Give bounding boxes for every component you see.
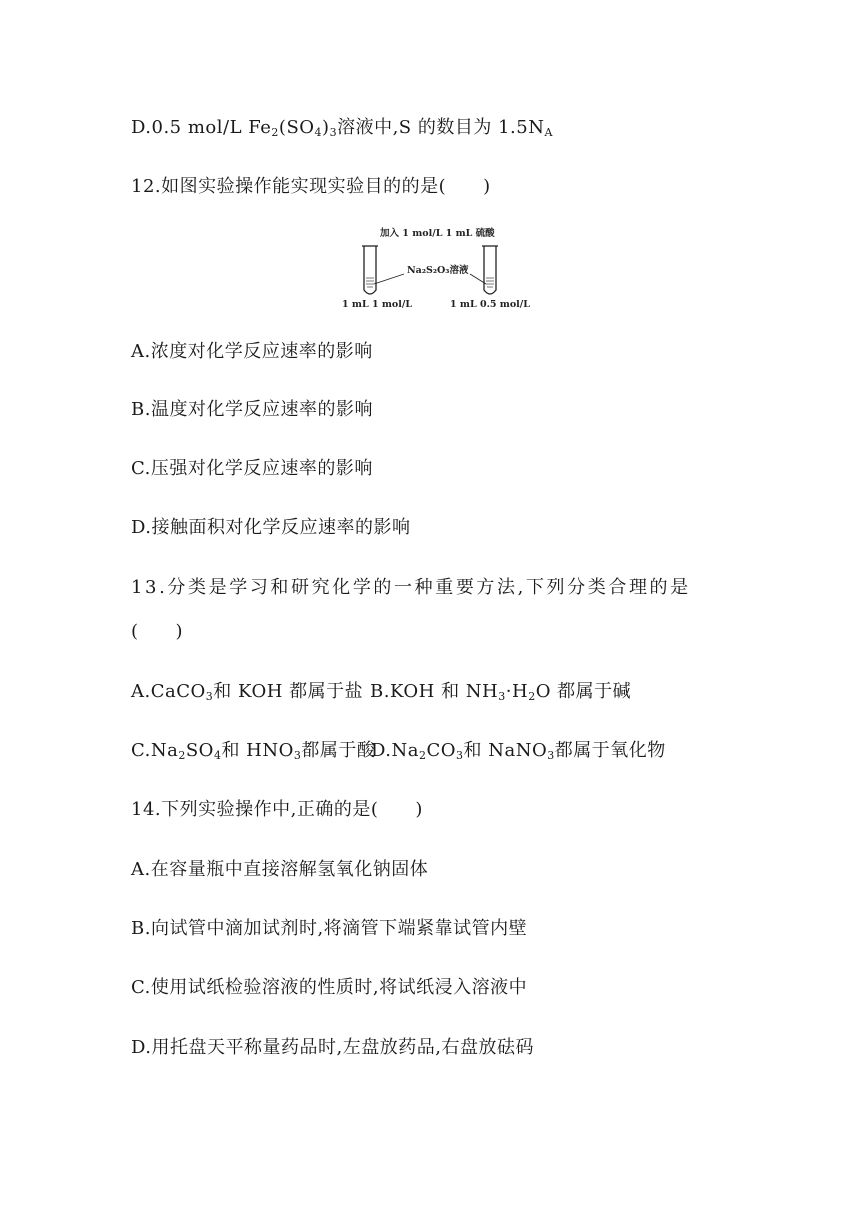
left-leader-line [374, 274, 404, 284]
test-tubes-diagram [330, 220, 540, 312]
q12-option-a: A.浓度对化学反应速率的影响 [131, 341, 373, 362]
q12-option-c: C.压强对化学反应速率的影响 [131, 458, 373, 479]
q13-option-a: A.CaCO$_3$和 KOH 都属于盐 [131, 681, 364, 703]
q13-option-c: $C.Na_2SO_4$和 $HNO_3$都属于酸 [131, 740, 376, 762]
q14-option-d: D.用托盘天平称量药品时,左盘放药品,右盘放砝码 [131, 1037, 534, 1058]
q13-stem-line2: ( ) [131, 621, 184, 642]
left-test-tube [362, 246, 378, 294]
right-test-tube [482, 246, 498, 294]
q13-stem-line1: 13.分类是学习和研究化学的一种重要方法,下列分类合理的是 [131, 577, 691, 598]
q12-stem: 12.如图实验操作能实现实验目的的是( ) [131, 176, 491, 197]
left-tube-label: 1 mL 1 mol/L [342, 299, 413, 310]
q14-stem: 14.下列实验操作中,正确的是( ) [131, 799, 423, 820]
figure-reagent-label: Na₂S₂O₃溶液 [407, 265, 469, 276]
q13-option-b: B.KOH 和 $NH_3\cdot H_2O$ 都属于碱 [370, 681, 632, 703]
q12-option-b: B.温度对化学反应速率的影响 [131, 399, 373, 420]
q13-option-d: $D.Na_2CO_3$和 NaNO$_3$都属于氧化物 [371, 740, 666, 762]
q14-option-b: B.向试管中滴加试剂时,将滴管下端紧靠试管内壁 [131, 918, 528, 939]
q12-option-d: D.接触面积对化学反应速率的影响 [131, 517, 411, 538]
right-tube-label: 1 mL 0.5 mol/L [450, 299, 530, 310]
q14-option-a: A.在容量瓶中直接溶解氢氧化钠固体 [131, 859, 429, 880]
q14-option-c: C.使用试纸检验溶液的性质时,将试纸浸入溶液中 [131, 977, 528, 998]
q12-test-tube-figure [330, 220, 540, 312]
figure-top-label: 加入 1 mol/L 1 mL 硫酸 [380, 228, 495, 239]
q11-option-d: D.0.5 mol/L $Fe_2(SO_4)_3$溶液中,S 的数目为 $1.5N_A$ [131, 117, 553, 139]
